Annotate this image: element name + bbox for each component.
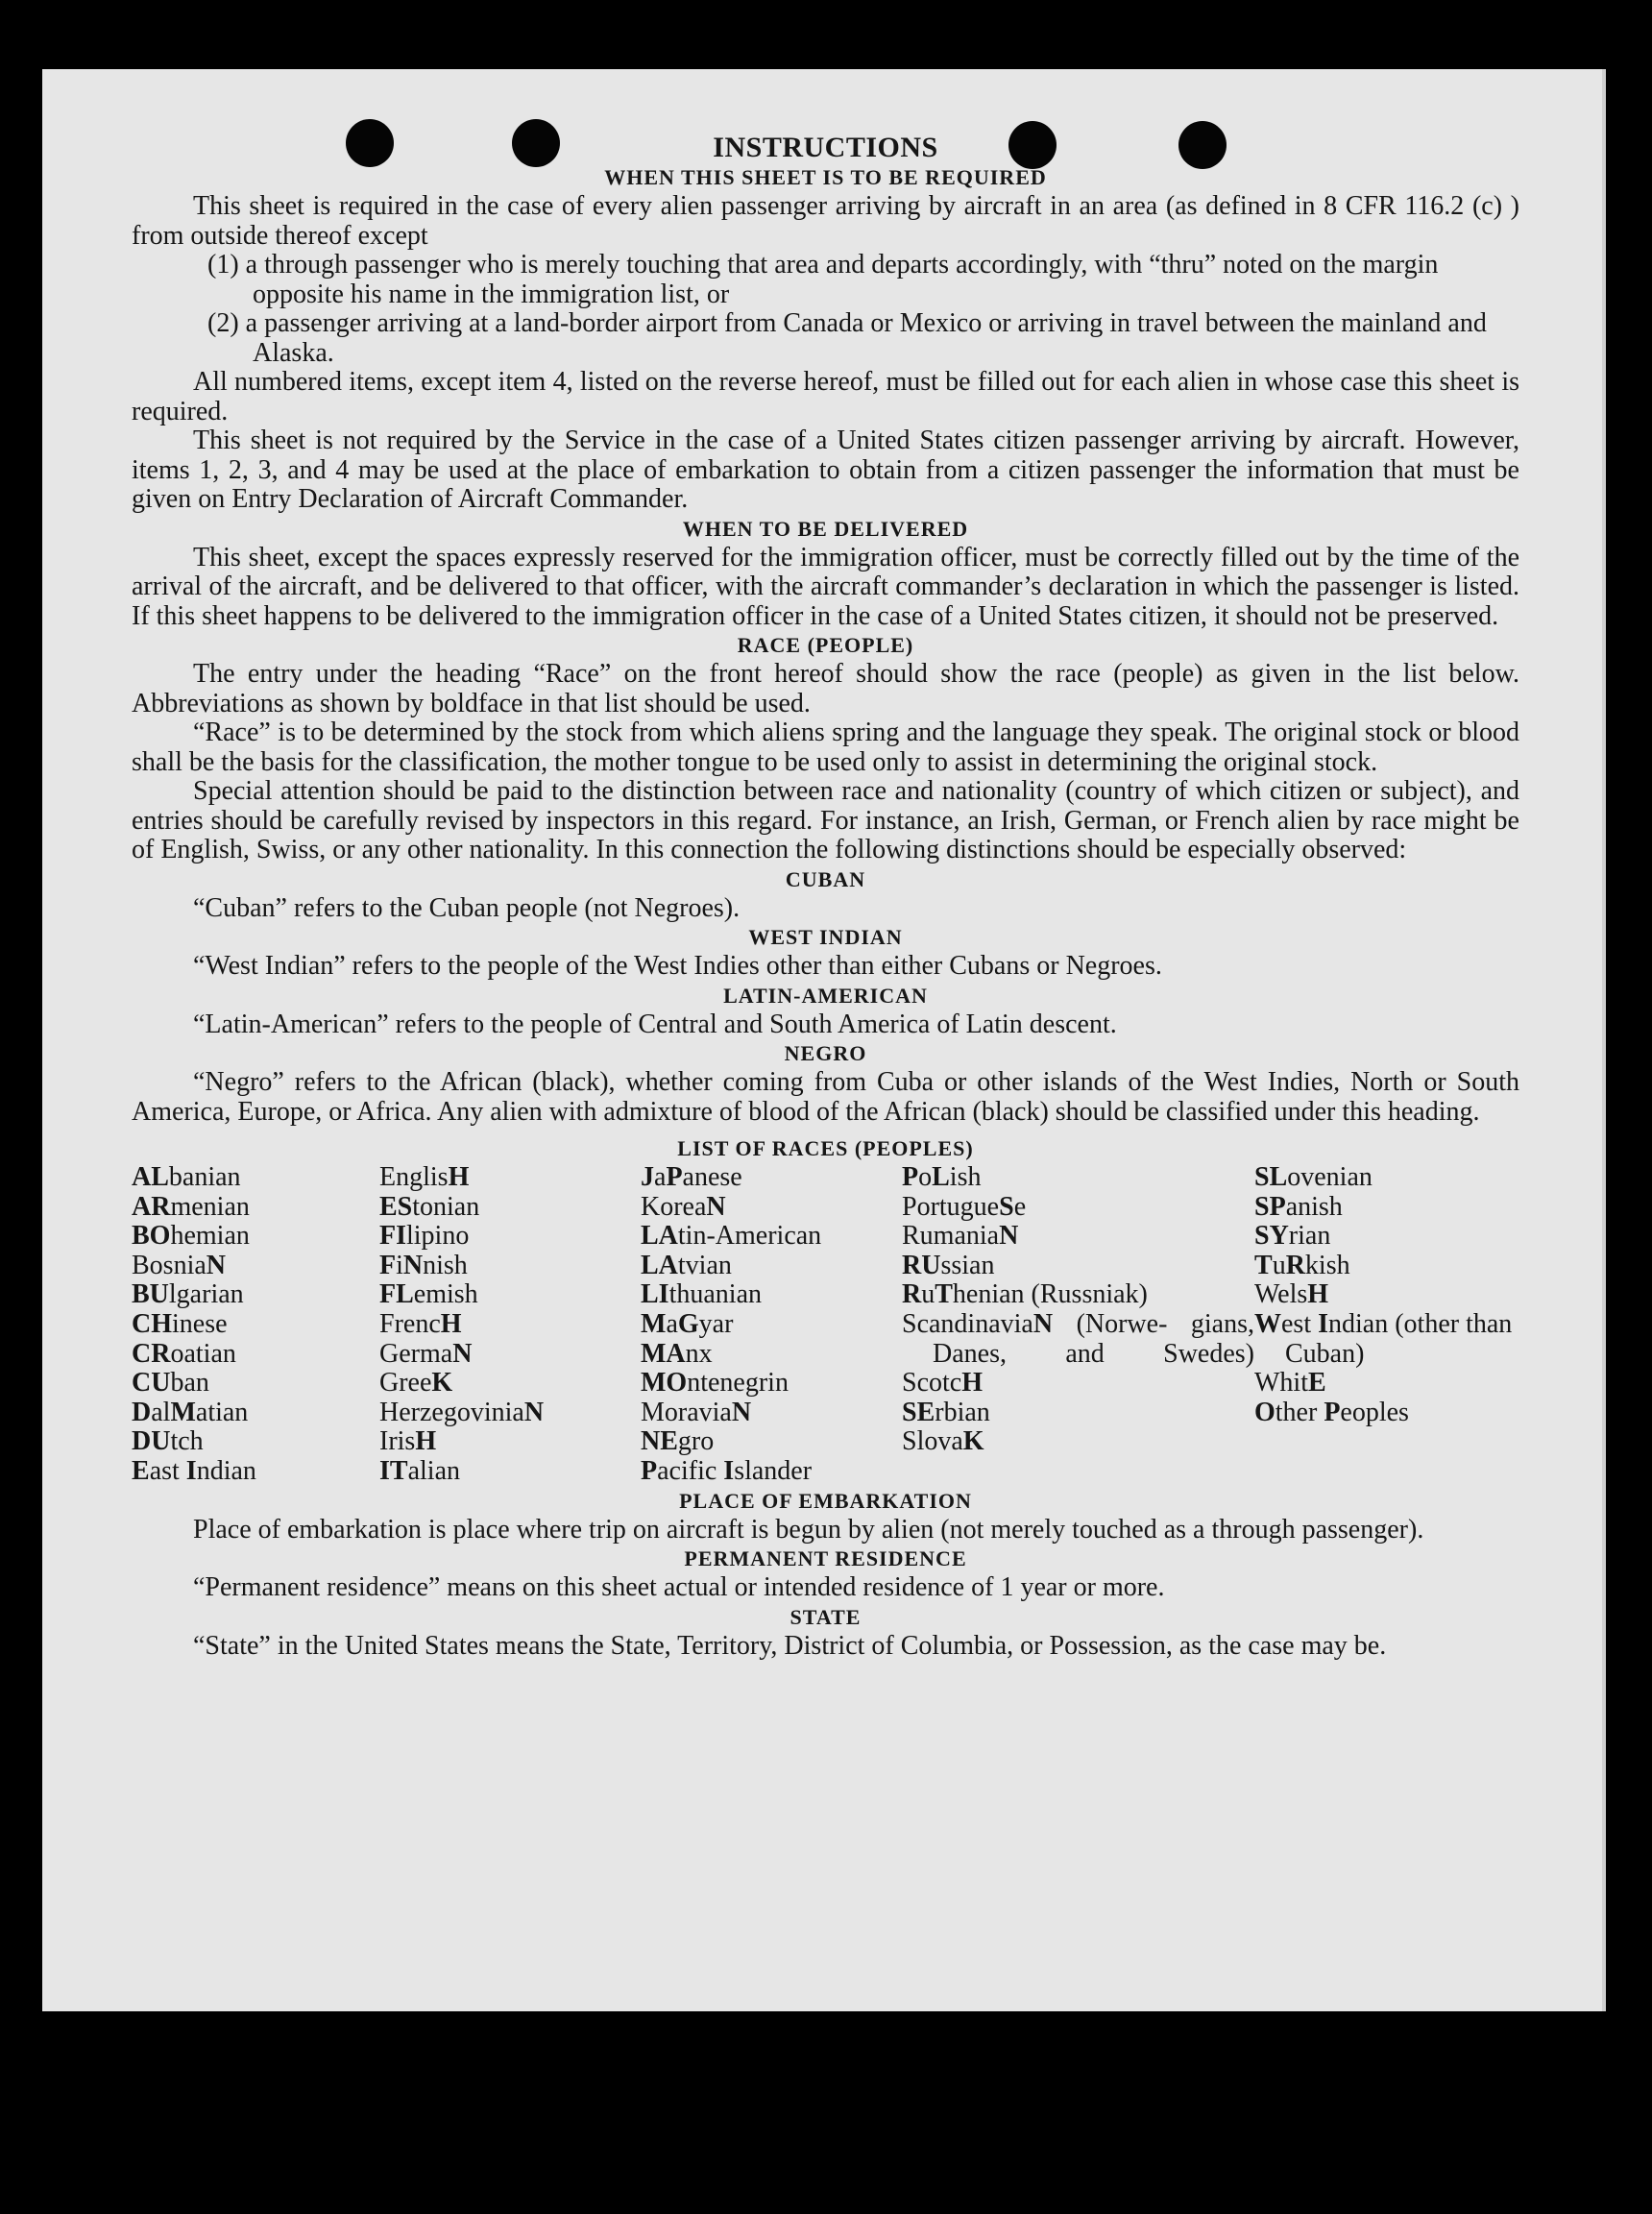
race-entry xyxy=(379,1340,641,1370)
race-text: emish xyxy=(413,1279,478,1310)
race-abbrev: FL xyxy=(379,1279,414,1310)
race-column xyxy=(641,1163,902,1487)
race-entry xyxy=(132,1399,379,1428)
race-abbrev: J xyxy=(641,1162,654,1192)
paragraph: “West Indian” refers to the people of the West Indies other than either Cubans or Negroes. xyxy=(193,951,1162,981)
race-entry xyxy=(641,1399,902,1428)
race-abbrev: SP xyxy=(1254,1191,1286,1222)
race-text: hemian xyxy=(170,1221,250,1252)
race-entry xyxy=(379,1222,641,1252)
paragraph: The entry under the heading “Race” on the front hereof should show the race (people) as given in the list below. Abbreviations as shown by boldface in that list should be used. xyxy=(132,659,1519,718)
race-entry xyxy=(902,1369,1254,1399)
race-abbrev: AL xyxy=(132,1162,169,1192)
race-abbrev: R xyxy=(1285,1250,1305,1280)
race-abbrev: IT xyxy=(379,1455,408,1486)
race-abbrev: CR xyxy=(132,1338,171,1369)
race-abbrev: W xyxy=(1254,1308,1281,1339)
page-title: INSTRUCTIONS xyxy=(713,132,938,163)
race-entry xyxy=(641,1457,902,1487)
race-entry xyxy=(641,1222,902,1252)
race-entry xyxy=(1254,1193,1519,1223)
race-abbrev: M xyxy=(641,1308,667,1339)
race-entry xyxy=(641,1163,902,1193)
race-text: u xyxy=(921,1279,935,1310)
race-abbrev: S xyxy=(999,1191,1014,1222)
race-abbrev: O xyxy=(1254,1397,1275,1427)
race-text: Slova xyxy=(902,1426,963,1457)
race-text: alian xyxy=(407,1455,460,1486)
race-entry xyxy=(379,1457,641,1487)
race-text: yar xyxy=(698,1308,734,1339)
race-entry xyxy=(641,1310,902,1340)
race-abbrev: N xyxy=(402,1250,424,1280)
race-entry xyxy=(641,1280,902,1310)
paragraph: This sheet is required in the case of every alien passenger arriving by aircraft in an area (as defined in 8 CFR 116.2 (c) ) from outside thereof except xyxy=(132,191,1519,251)
race-text: a xyxy=(654,1162,667,1192)
race-abbrev: N xyxy=(1032,1308,1054,1339)
race-text: Bosnia xyxy=(132,1250,206,1280)
race-abbrev: K xyxy=(962,1426,984,1457)
race-text: ban xyxy=(170,1368,209,1399)
section-heading-state: STATE xyxy=(790,1604,862,1629)
race-abbrev: H xyxy=(415,1426,437,1457)
race-abbrev: H xyxy=(440,1308,462,1339)
race-entry xyxy=(1254,1280,1519,1310)
race-abbrev: N xyxy=(523,1397,545,1427)
race-text: Englis xyxy=(379,1162,449,1192)
race-abbrev: I xyxy=(1318,1308,1329,1339)
race-abbrev: P xyxy=(641,1455,658,1486)
race-entry xyxy=(132,1369,379,1399)
race-abbrev: FI xyxy=(379,1221,406,1252)
race-text: inese xyxy=(172,1308,228,1339)
race-entry xyxy=(379,1369,641,1399)
race-entry xyxy=(132,1457,379,1487)
race-abbrev: N xyxy=(999,1221,1019,1252)
race-text: Frenc xyxy=(379,1308,441,1339)
race-abbrev: T xyxy=(935,1279,953,1310)
paragraph: This sheet is not required by the Service in the case of a United States citizen passenger arriving by aircraft. However, items 1, 2, 3, and 4 may be used at the place of embarkation to obtain from a citizen passenger the information that must be given on Entry Declaration of Aircraft Commander. xyxy=(132,426,1519,514)
race-entry xyxy=(132,1163,379,1193)
race-text: eoples xyxy=(1340,1397,1409,1427)
race-text: ndian (other than Cuban) xyxy=(1285,1308,1513,1369)
race-text: ssian xyxy=(940,1250,995,1280)
race-abbrev: K xyxy=(431,1368,453,1399)
race-abbrev: P xyxy=(902,1162,919,1192)
race-abbrev: AR xyxy=(132,1191,171,1222)
race-text: Korea xyxy=(641,1191,707,1222)
section-heading-delivered: WHEN TO BE DELIVERED xyxy=(682,516,969,541)
race-entry xyxy=(641,1193,902,1223)
race-column xyxy=(1254,1163,1519,1487)
race-abbrev: D xyxy=(132,1397,152,1427)
paragraph: “Negro” refers to the African (black), whether coming from Cuba or other islands of the West Indies, North or South America, Europe, or Africa. Any alien with admixture of blood of the African (black) should be classified under this heading. xyxy=(132,1067,1519,1127)
race-column xyxy=(132,1163,379,1487)
race-text: oatian xyxy=(170,1338,236,1369)
section-heading-races-list: LIST OF RACES (PEOPLES) xyxy=(677,1136,974,1160)
race-text: menian xyxy=(170,1191,250,1222)
section-heading-cuban: CUBAN xyxy=(785,866,866,891)
race-text: anese xyxy=(682,1162,742,1192)
race-entry xyxy=(379,1310,641,1340)
race-abbrev: LA xyxy=(641,1221,678,1252)
race-abbrev: SL xyxy=(1254,1162,1288,1192)
race-entry xyxy=(132,1222,379,1252)
paragraph: “Permanent residence” means on this sheet actual or intended residence of 1 year or more. xyxy=(193,1572,1165,1603)
race-text: anish xyxy=(1285,1191,1343,1222)
race-text: tvian xyxy=(677,1250,732,1280)
race-text: acific xyxy=(657,1455,724,1486)
race-text: Iris xyxy=(379,1426,416,1457)
race-entry xyxy=(379,1193,641,1223)
race-abbrev: E xyxy=(1308,1368,1326,1399)
section-heading-residence: PERMANENT RESIDENCE xyxy=(684,1546,967,1571)
instructions-body xyxy=(132,131,1519,1661)
race-text: tch xyxy=(170,1426,204,1457)
race-entry xyxy=(379,1280,641,1310)
race-text: Wels xyxy=(1254,1279,1308,1310)
race-abbrev: P xyxy=(1324,1397,1341,1427)
paragraph: Special attention should be paid to the distinction between race and nationality (country of which citizen or subject), and entries should be carefully revised by inspectors in this regard. For instance, an Irish, German, or French alien by race might be of English, Swiss, or any other nationality. In this connection the following distinctions should be especially observed: xyxy=(132,776,1519,864)
race-abbrev: H xyxy=(1307,1279,1329,1310)
race-abbrev: ES xyxy=(379,1191,413,1222)
race-entry xyxy=(902,1427,1254,1457)
race-abbrev: H xyxy=(961,1368,983,1399)
race-text: atian xyxy=(195,1397,249,1427)
race-text: (Norwe- gians, Danes, and Swedes) xyxy=(933,1308,1254,1369)
race-entry xyxy=(902,1310,1254,1369)
race-text: ntenegrin xyxy=(687,1368,789,1399)
race-abbrev: NE xyxy=(641,1426,678,1457)
race-text: o xyxy=(918,1162,933,1192)
race-text: rbian xyxy=(935,1397,990,1427)
race-text: lgarian xyxy=(168,1279,244,1310)
race-abbrev: T xyxy=(1254,1250,1273,1280)
race-entry xyxy=(379,1163,641,1193)
race-text: e xyxy=(1013,1191,1027,1222)
race-text: ish xyxy=(949,1162,982,1192)
race-entry xyxy=(902,1280,1254,1310)
race-text: nish xyxy=(423,1250,468,1280)
race-abbrev: CU xyxy=(132,1368,171,1399)
race-text: nx xyxy=(685,1338,713,1369)
race-text: rian xyxy=(1288,1221,1331,1252)
race-abbrev: N xyxy=(206,1250,227,1280)
race-entry xyxy=(1254,1222,1519,1252)
section-heading-latin-american: LATIN-AMERICAN xyxy=(723,983,928,1008)
section-heading-negro: NEGRO xyxy=(784,1041,867,1065)
race-column xyxy=(379,1163,641,1487)
race-text: Scandinavia xyxy=(902,1308,1033,1339)
race-text: Portugue xyxy=(902,1191,1000,1222)
race-entry xyxy=(902,1193,1254,1223)
document-page xyxy=(42,69,1606,2011)
race-entry xyxy=(902,1399,1254,1428)
race-abbrev: LI xyxy=(641,1279,669,1310)
race-entry xyxy=(1254,1310,1519,1369)
race-text: gro xyxy=(677,1426,715,1457)
race-text: tin-American xyxy=(677,1221,822,1252)
race-entry xyxy=(379,1252,641,1281)
race-text: u xyxy=(1272,1250,1286,1280)
race-abbrev: R xyxy=(902,1279,922,1310)
race-abbrev: SE xyxy=(902,1397,935,1427)
list-item: (2) a passenger arriving at a land-border airport from Canada or Mexico or arriving in travel between the mainland and Alaska. xyxy=(207,308,1487,368)
race-abbrev: BO xyxy=(132,1221,171,1252)
race-text: lipino xyxy=(406,1221,470,1252)
race-entry xyxy=(132,1193,379,1223)
race-abbrev: MA xyxy=(641,1338,686,1369)
race-entry xyxy=(132,1340,379,1370)
race-abbrev: BU xyxy=(132,1279,169,1310)
race-text: ovenian xyxy=(1287,1162,1373,1192)
race-entry xyxy=(902,1163,1254,1193)
race-text: al xyxy=(151,1397,171,1427)
race-entry xyxy=(1254,1163,1519,1193)
race-entry xyxy=(1254,1252,1519,1281)
race-abbrev: DU xyxy=(132,1426,171,1457)
race-abbrev: MO xyxy=(641,1368,688,1399)
section-heading-west-indian: WEST INDIAN xyxy=(748,925,903,949)
paragraph: All numbered items, except item 4, listed on the reverse hereof, must be filled out for each alien in whose case this sheet is required. xyxy=(132,367,1519,426)
race-text: Herzegovinia xyxy=(379,1397,524,1427)
race-abbrev: P xyxy=(666,1162,683,1192)
race-column xyxy=(902,1163,1254,1487)
race-abbrev: N xyxy=(452,1338,473,1369)
race-text: a xyxy=(666,1308,678,1339)
race-text: est xyxy=(1281,1308,1319,1339)
race-entry xyxy=(902,1222,1254,1252)
paragraph: “Race” is to be determined by the stock from which aliens spring and the language they speak. The original stock or blood shall be the basis for the classification, the mother tongue to be used only to assist in determining the original stock. xyxy=(132,718,1519,777)
race-text: Moravia xyxy=(641,1397,732,1427)
race-entry xyxy=(641,1369,902,1399)
race-abbrev: N xyxy=(706,1191,726,1222)
race-entry xyxy=(132,1427,379,1457)
section-heading-race: RACE (PEOPLE) xyxy=(737,633,914,657)
race-text: Germa xyxy=(379,1338,453,1369)
paragraph: “Latin-American” refers to the people of Central and South America of Latin descent. xyxy=(193,1009,1117,1039)
race-abbrev: L xyxy=(932,1162,950,1192)
race-abbrev: M xyxy=(170,1397,196,1427)
race-text: kish xyxy=(1304,1250,1350,1280)
race-entry xyxy=(641,1340,902,1370)
race-text: ther xyxy=(1275,1397,1324,1427)
race-entry xyxy=(1254,1399,1519,1428)
paragraph: Place of embarkation is place where trip on aircraft is begun by alien (not merely touched as a through passenger). xyxy=(193,1514,1424,1545)
race-text: banian xyxy=(168,1162,241,1192)
list-item: (1) a through passenger who is merely touching that area and departs accordingly, with “thru” noted on the margin opposite his name in the immigration list, or xyxy=(207,250,1439,309)
race-text: Whit xyxy=(1254,1368,1308,1399)
race-entry xyxy=(641,1427,902,1457)
race-entry xyxy=(132,1310,379,1340)
race-text: thuanian xyxy=(668,1279,762,1310)
race-abbrev: CH xyxy=(132,1308,172,1339)
race-entry xyxy=(379,1399,641,1428)
section-heading-required: WHEN THIS SHEET IS TO BE REQUIRED xyxy=(604,165,1047,189)
race-text: i xyxy=(396,1250,403,1280)
race-text: tonian xyxy=(412,1191,480,1222)
race-entry xyxy=(902,1252,1254,1281)
race-abbrev: N xyxy=(731,1397,752,1427)
race-abbrev: LA xyxy=(641,1250,678,1280)
race-abbrev: E xyxy=(132,1455,150,1486)
race-abbrev: I xyxy=(723,1455,735,1486)
race-abbrev: RU xyxy=(902,1250,941,1280)
paragraph: “State” in the United States means the State, Territory, District of Columbia, or Possession, as the case may be. xyxy=(193,1630,1387,1661)
paragraph: This sheet, except the spaces expressly reserved for the immigration officer, must be correctly filled out by the time of the arrival of the aircraft, and be delivered to that officer, with the aircraft commander’s declaration in which the passenger is listed. If this sheet happens to be delivered to the immigration officer in the case of a United States citizen, it should not be preserved. xyxy=(132,542,1519,631)
race-entry xyxy=(132,1252,379,1281)
race-entry xyxy=(132,1280,379,1310)
race-abbrev: SY xyxy=(1254,1221,1289,1252)
race-text: ast xyxy=(149,1455,186,1486)
race-text: Scotc xyxy=(902,1368,962,1399)
race-text: slander xyxy=(734,1455,813,1486)
paragraph: “Cuban” refers to the Cuban people (not Negroes). xyxy=(193,892,741,923)
race-text: Rumania xyxy=(902,1221,1000,1252)
race-text: Gree xyxy=(379,1368,432,1399)
race-entry xyxy=(1254,1369,1519,1399)
races-table xyxy=(132,1163,1519,1487)
race-abbrev: F xyxy=(379,1250,397,1280)
race-entry xyxy=(379,1427,641,1457)
race-abbrev: H xyxy=(448,1162,470,1192)
race-text: henian (Russniak) xyxy=(952,1279,1148,1310)
section-heading-embarkation: PLACE OF EMBARKATION xyxy=(679,1488,972,1513)
race-abbrev: I xyxy=(185,1455,197,1486)
race-entry xyxy=(641,1252,902,1281)
race-abbrev: G xyxy=(677,1308,699,1339)
race-text: ndian xyxy=(196,1455,256,1486)
